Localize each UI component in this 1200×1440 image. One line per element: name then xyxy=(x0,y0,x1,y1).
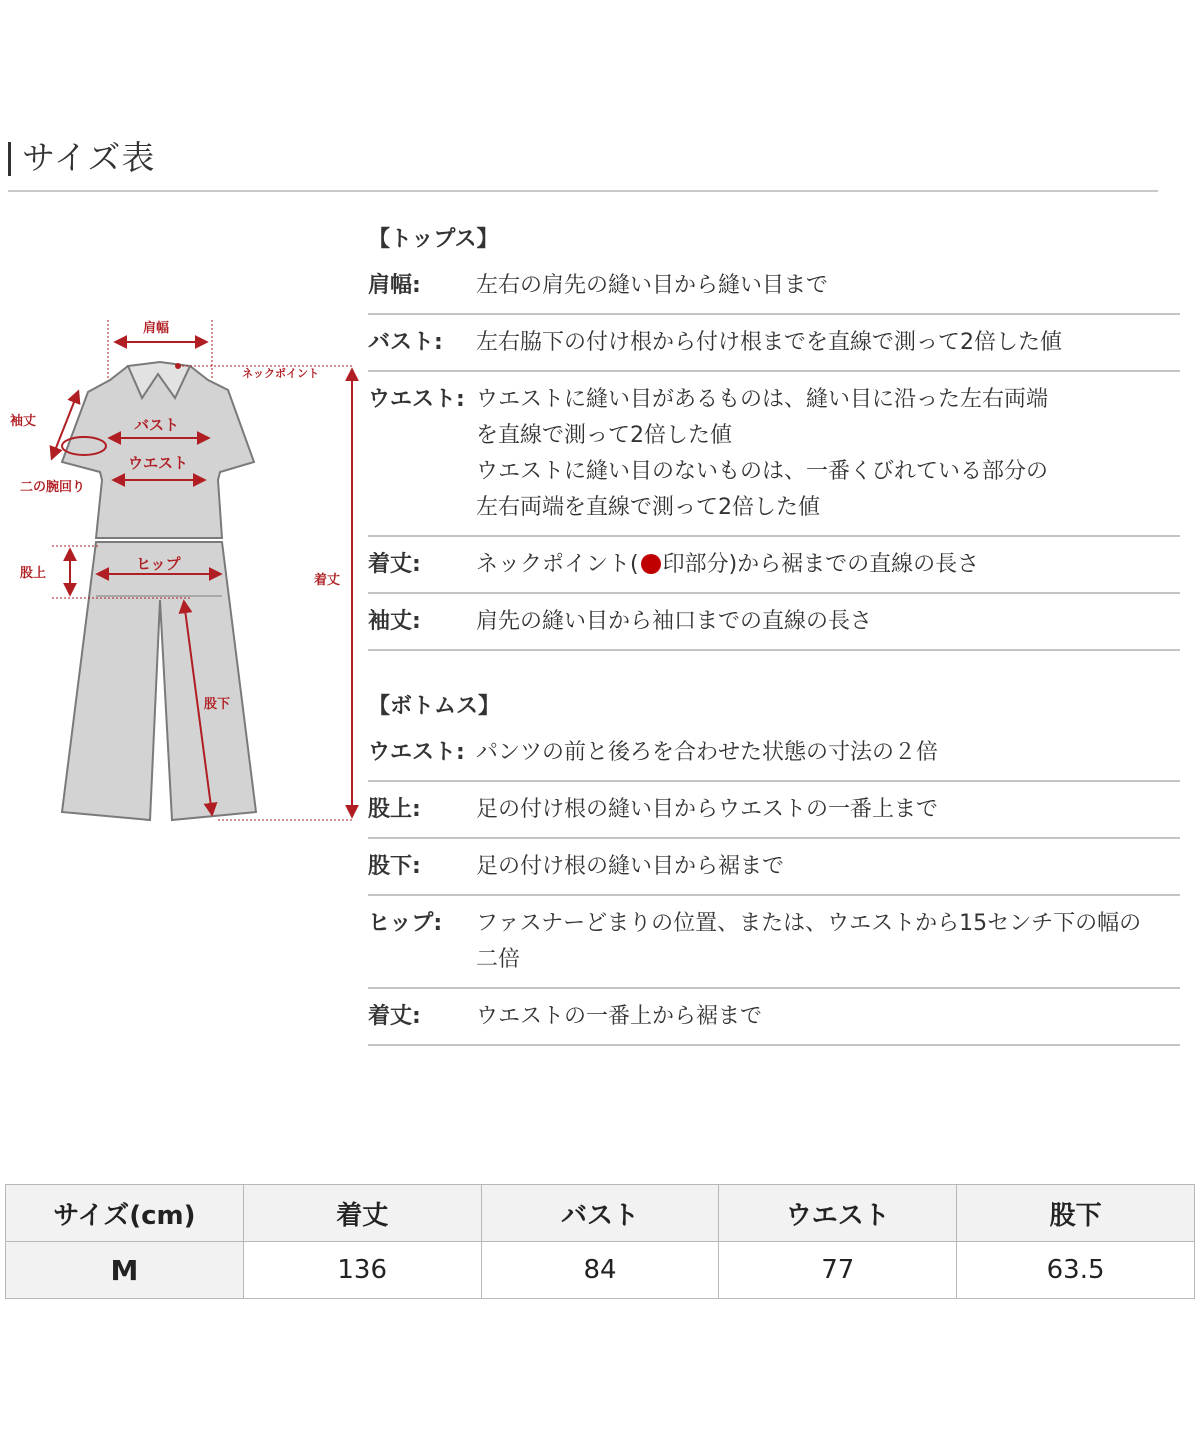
size-cell: M xyxy=(6,1242,244,1299)
measurement-diagram xyxy=(0,300,360,840)
def-desc-after: 印部分)から裾までの直線の長さ xyxy=(662,552,980,577)
size-table-header-row xyxy=(6,1185,1195,1242)
size-table-header: 股下 xyxy=(957,1185,1195,1242)
def-desc: 足の付け根の縫い目からウエストの一番上まで xyxy=(476,797,939,822)
def-term: 袖丈: xyxy=(368,609,421,634)
page-title: サイズ表 xyxy=(22,138,156,177)
def-row xyxy=(368,725,1180,782)
size-table xyxy=(5,1184,1195,1299)
def-desc: パンツの前と後ろを合わせた状態の寸法の２倍 xyxy=(476,740,939,765)
neck-point-dot xyxy=(175,363,181,369)
label-waist: ウエスト xyxy=(128,454,189,472)
def-desc: 左右の肩先の縫い目から縫い目まで xyxy=(476,273,829,298)
def-term: バスト: xyxy=(368,330,443,355)
def-desc: ウエストの一番上から裾まで xyxy=(476,1004,763,1029)
label-upper-arm: 二の腕回り xyxy=(20,480,86,495)
bottoms-section-title: 【ボトムス】 xyxy=(368,694,501,719)
size-cell: 77 xyxy=(719,1242,957,1299)
neck-point-dot-icon xyxy=(641,554,661,574)
label-sleeve: 袖丈 xyxy=(10,414,37,429)
def-desc: 左右脇下の付け根から付け根までを直線で測って2倍した値 xyxy=(476,330,1062,355)
def-desc: 肩先の縫い目から袖口までの直線の長さ xyxy=(476,609,873,634)
def-term: ウエスト: xyxy=(368,387,465,412)
label-neck-point: ネックポイント xyxy=(242,367,319,380)
size-table-header: 着丈 xyxy=(243,1185,481,1242)
def-desc: 足の付け根の縫い目から裾まで xyxy=(476,854,785,879)
def-term: 股上: xyxy=(368,797,421,822)
def-desc: ファスナーどまりの位置、または、ウエストから15センチ下の幅の 二倍 xyxy=(476,911,1142,972)
def-row xyxy=(368,839,1180,896)
def-row xyxy=(368,594,1180,651)
def-term: 肩幅: xyxy=(368,273,421,298)
size-cell: 63.5 xyxy=(957,1242,1195,1299)
top-garment-shape xyxy=(62,366,254,538)
def-row xyxy=(368,258,1180,315)
def-row xyxy=(368,537,1180,594)
def-desc xyxy=(476,547,1180,583)
header-accent-bar xyxy=(8,142,11,176)
label-hip: ヒップ xyxy=(136,555,181,573)
def-desc: ウエストに縫い目があるものは、縫い目に沿った左右両端 を直線で測って2倍した値 ウエストに縫い目のないものは、一番くびれている部分の 左右両端を直線で測って2倍した値 xyxy=(476,387,1049,520)
def-term: ウエスト: xyxy=(368,740,465,765)
table-row xyxy=(6,1242,1195,1299)
def-term: ヒップ: xyxy=(368,911,443,936)
def-row xyxy=(368,782,1180,839)
size-cell: 84 xyxy=(481,1242,719,1299)
label-inseam: 股下 xyxy=(204,697,231,712)
def-desc-before: ネックポイント( xyxy=(476,552,639,577)
page-header xyxy=(8,134,1158,192)
size-cell: 136 xyxy=(243,1242,481,1299)
size-table-header: サイズ(cm) xyxy=(6,1185,244,1242)
label-bust: バスト xyxy=(134,416,180,434)
size-table-header: ウエスト xyxy=(719,1185,957,1242)
def-row xyxy=(368,989,1180,1046)
def-row xyxy=(368,372,1180,537)
pants-shape xyxy=(62,542,256,820)
tops-section-title: 【トップス】 xyxy=(368,227,499,252)
label-rise: 股上 xyxy=(20,566,47,581)
def-term: 股下: xyxy=(368,854,421,879)
label-shoulder: 肩幅 xyxy=(143,321,170,336)
def-term: 着丈: xyxy=(368,1004,421,1029)
def-row xyxy=(368,315,1180,372)
def-row xyxy=(368,896,1180,989)
measurement-definitions xyxy=(368,222,1180,1046)
label-length: 着丈 xyxy=(314,573,341,588)
size-table-header: バスト xyxy=(481,1185,719,1242)
def-term: 着丈: xyxy=(368,552,421,577)
